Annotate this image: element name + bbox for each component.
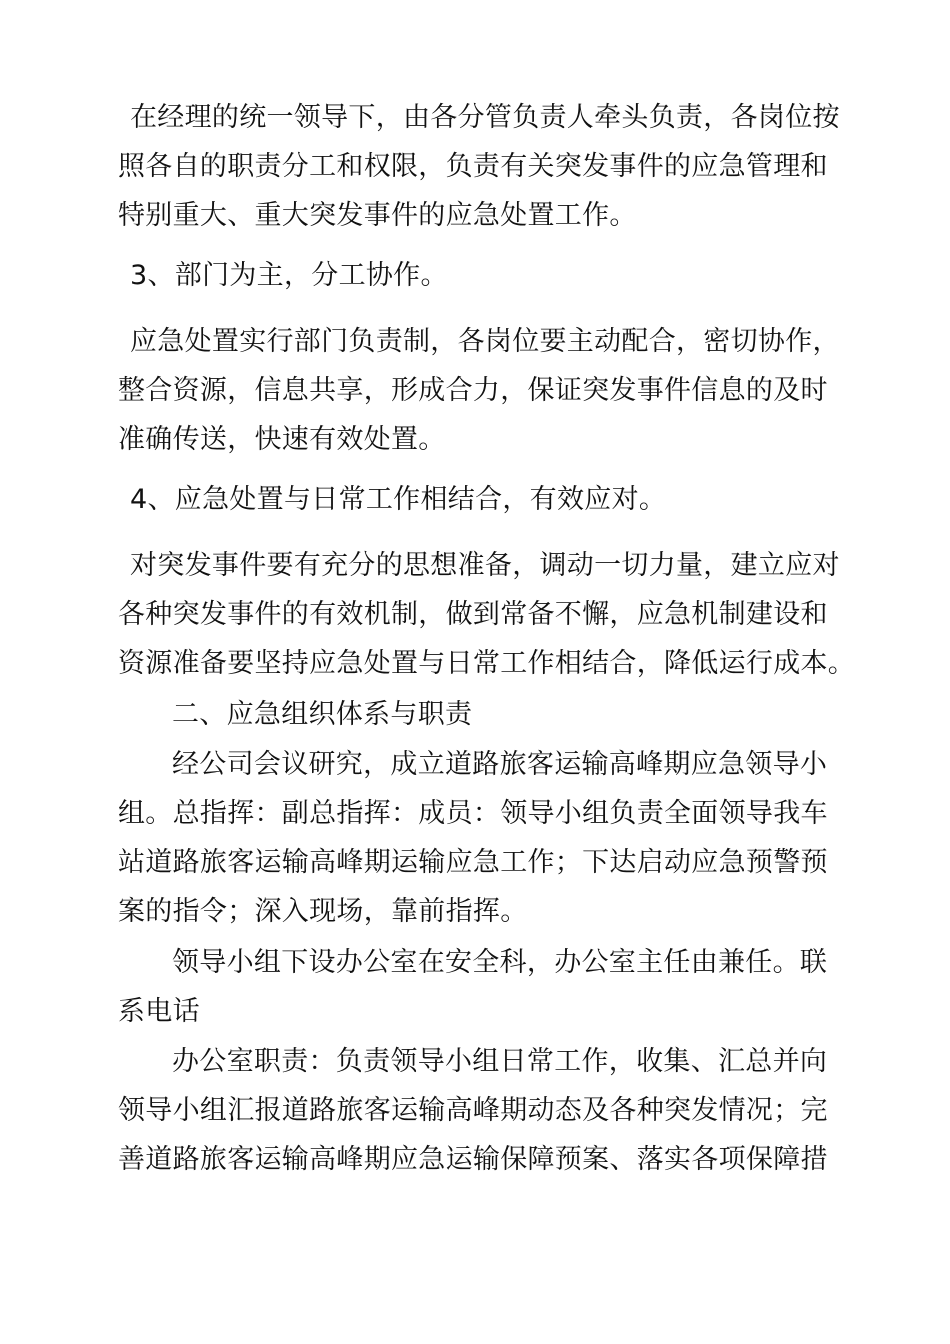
heading-item-3 [118, 251, 858, 300]
heading-item-4 [118, 475, 858, 524]
text-line: 资源准备要坚持应急处置与日常工作相结合，降低运行成本。 [118, 648, 856, 679]
text-line: 4、应急处置与日常工作相结合，有效应对。 [130, 484, 667, 515]
paragraph-leading-group [118, 740, 858, 936]
paragraph-leadership [118, 93, 858, 240]
text-line: 整合资源，信息共享，形成合力，保证突发事件信息的及时 [118, 375, 828, 406]
paragraph-department [118, 317, 858, 464]
text-line: 办公室职责：负责领导小组日常工作，收集、汇总并向 [172, 1046, 828, 1077]
text-line: 在经理的统一领导下，由各分管负责人牵头负责，各岗位按 [130, 102, 840, 133]
text-line: 照各自的职责分工和权限，负责有关突发事件的应急管理和 [118, 151, 828, 182]
paragraph-office-duties [118, 1037, 858, 1184]
text-line: 3、部门为主，分工协作。 [130, 260, 448, 291]
text-line: 组。总指挥：副总指挥：成员：领导小组负责全面领导我车 [118, 798, 828, 829]
text-line: 善道路旅客运输高峰期应急运输保障预案、落实各项保障措 [118, 1144, 828, 1175]
text-line: 对突发事件要有充分的思想准备，调动一切力量，建立应对 [130, 550, 840, 581]
paragraph-preparedness [118, 541, 858, 688]
text-line: 站道路旅客运输高峰期运输应急工作；下达启动应急预警预 [118, 847, 828, 878]
text-line: 特别重大、重大突发事件的应急处置工作。 [118, 200, 637, 231]
text-line: 领导小组下设办公室在安全科，办公室主任由兼任。联 [172, 947, 828, 978]
paragraph-office [118, 938, 858, 1036]
text-line: 经公司会议研究，成立道路旅客运输高峰期应急领导小 [172, 749, 828, 780]
text-line: 领导小组汇报道路旅客运输高峰期动态及各种突发情况；完 [118, 1095, 828, 1126]
text-line: 二、应急组织体系与职责 [172, 699, 473, 730]
text-line: 应急处置实行部门负责制，各岗位要主动配合，密切协作， [130, 326, 840, 357]
text-line: 各种突发事件的有效机制，做到常备不懈，应急机制建设和 [118, 599, 828, 630]
text-line: 案的指令；深入现场，靠前指挥。 [118, 896, 528, 927]
text-line: 系电话 [118, 996, 200, 1027]
text-line: 准确传送，快速有效处置。 [118, 424, 446, 455]
section-heading-organization [118, 690, 858, 739]
